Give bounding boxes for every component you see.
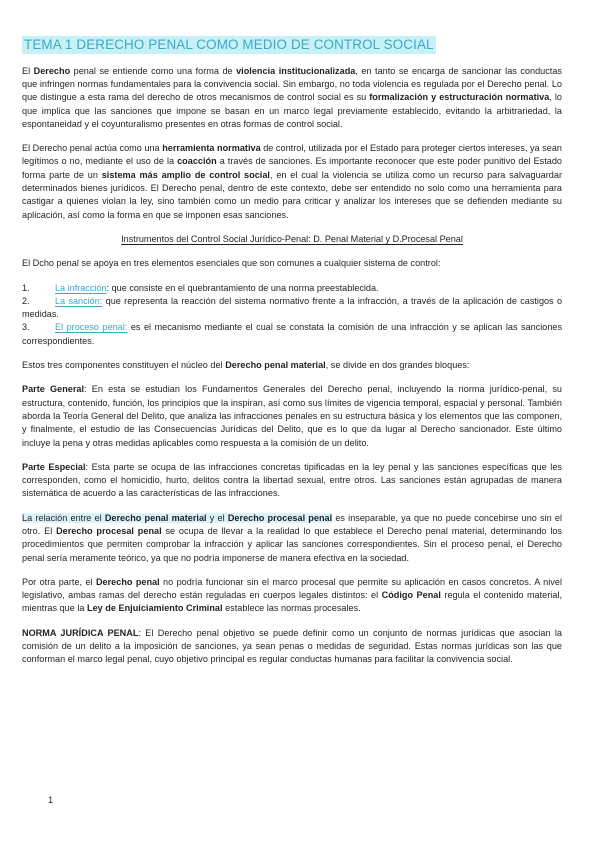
p2-bold-1: herramienta normativa [162,143,261,154]
page-title-text: TEMA 1 DERECHO PENAL COMO MEDIO DE CONTROL SOCIAL [24,37,434,52]
list-item-text: : que consiste en el quebrantamiento de una norma preestablecida. [106,282,379,293]
p8-bold-3: Ley de Enjuiciamiento Criminal [87,603,223,614]
p2-text-1: El Derecho penal actúa como una [22,143,163,154]
p1-text-1: El [22,65,34,76]
p8-bold-2: Código Penal [381,590,441,601]
paragraph-relacion [22,512,562,565]
paragraph-2 [22,142,562,222]
p7-highlight-bold-1: Derecho penal material [104,512,207,523]
list-item [22,295,562,322]
p2-bold-2: coacción [177,156,217,167]
list-item-number: 2. [22,295,30,306]
p2-text-3: a través de sanciones. Es importante reconocer que este poder punitivo del Estado forma parte de un [22,156,562,180]
p2-text-2: de control, utilizada por el Estado para proteger ciertos intereses, ya sean legítimos o no, mediante el uso de la [22,143,563,167]
page-number: 1 [48,795,54,805]
p7-text-2: se ocupa de llevar a la realidad lo que establece el Derecho penal material, determinando los procedimientos que permiten comprobar la infracción y aplicar las sanciones correspondientes. Sin el proceso penal, el Derecho penal sería meramente teórico, ya que no podría imponerse de manera efectiva en la sociedad. [22,526,563,563]
list-item-term[interactable]: El proceso penal: [55,322,128,333]
p4-text-1: Estos tres componentes constituyen el núcleo del [22,360,226,371]
p7-highlight-bold-2: Derecho procesal penal [227,512,333,523]
p6-text-1: : Esta parte se ocupa de las infracciones concretas tipificadas en la ley penal y las sanciones específicas que les corresponden, como el homicidio, hurto, delitos contra la libertad sexual, entre otros. Las sanciones están agrupadas de manera sistemática de acuerdo a las características de las infracciones. [22,461,562,499]
p4-bold-1: Derecho penal material [225,360,326,371]
p2-text-4: , en el cual la violencia se utiliza como un recurso para salvaguardar determinados bienes jurídicos. El Derecho penal, dentro de este contexto, debe ser entendido no solo como una herramienta para castigar a quienes violan la ley, sino también como un medio para criticar y analizar los intereses que se defienden mediante su aplicación, así como la forma en que se imponen esas sanciones. [22,169,562,220]
p7-bold-1: Derecho procesal penal [56,526,162,536]
p1-text-4: , lo que implica que las sanciones que impone se basan en un marco legal previamente establecido, evitando la arbitrariedad, la espontaneidad y el coyunturalismo presentes en otras formas de control social. [22,92,563,129]
p8-text-1: Por otra parte, el [22,576,96,587]
p8-text-2: no podría funcionar sin el marco procesal que permite su aplicación en casos concretos. A nivel legislativo, ambas ramas del derecho están reguladas en cuerpos legales distintos: el [22,576,562,601]
paragraph-parte-general [22,383,562,449]
p9-text-1: : El Derecho penal objetivo se puede definir como un conjunto de normas jurídicas que asocian la comisión de un delito a la imposición de sanciones, ya sean penas o medidas de seguridad. Estas normas jurídicas son las que conforman el marco legal penal, cuyo objetivo principal es regular conductas humanas para facilitar la convivencia social. [22,627,562,665]
list-item-text: que representa la reacción del sistema normativo frente a la infracción, a través de la aplicación de castigos o medidas. [22,295,562,320]
paragraph-3: El Dcho penal se apoya en tres elementos esenciales que son comunes a cualquier sistema de control: [22,258,441,269]
p2-bold-3: sistema más amplio de control social [101,169,270,180]
p8-text-4: establece las normas procesales. [222,603,361,614]
p1-bold-1: Derecho [33,65,71,76]
paragraph-parte-especial [22,461,562,501]
p8-text-3: regula el contenido material, mientras que la [22,590,563,614]
paragraph-1 [22,65,562,131]
p7-highlight-1: La relación entre el [22,512,105,523]
p5-text-1: : En esta se estudian los Fundamentos Generales del Derecho penal, incluyendo la norma jurídico-penal, su estructura, contenido, función, los principios que la inspiran, así como sus límites de vigencia temporal, espacial y personal. También aborda la Teoría General del Delito, que analiza las infracciones penales en su estructura básica y los elementos que las componen, y finalmente, el estudio de las Consecuencias Jurídicas del Delito, que es lo que da lugar al Derecho sancionador. Este último incluye la pena y otras medidas aplicables como respuesta a la comisión de un delito. [22,384,562,448]
list-item [22,321,562,348]
list-item-text: es el mecanismo mediante el cual se constata la comisión de una infracción y se aplican las sanciones correspondientes. [22,322,562,346]
p1-bold-3: formalización y estructuración normativa [369,92,550,103]
list-item [22,282,562,295]
paragraph-norma-juridica [22,627,562,667]
section-heading-instrumentos: Instrumentos del Control Social Jurídico-Penal: D. Penal Material y D.Procesal Penal [121,233,463,244]
p9-bold-1: NORMA JURÍDICA PENAL [22,627,139,638]
paragraph-8 [22,576,562,616]
p6-bold-1: Parte Especial [22,461,86,472]
p7-highlight-2: y el [206,512,228,523]
p4-text-2: , se divide en dos grandes bloques: [325,360,470,371]
p5-bold-1: Parte General [22,384,85,395]
page-title [22,36,562,54]
paragraph-4 [22,359,562,372]
p7-text-1: es inseparable, ya que no puede concebirse uno sin el otro. El [22,512,563,536]
p1-bold-2: violencia institucionalizada [236,65,356,76]
p1-text-3: , en tanto se encarga de sancionar las conductas que infringen normas fundamentales para la convivencia social. Sin embargo, no toda violencia es regulada por el Derecho penal. Lo que distingue a esta rama del derecho de otros mecanismos de control social es su [22,65,562,103]
list-item-number: 3. [22,322,30,333]
list-item-term[interactable]: La infracción [55,282,107,293]
list-item-number: 1. [22,282,30,293]
p1-text-2: penal se entiende como una forma de [70,65,237,76]
elements-list [22,282,562,348]
p8-bold-1: Derecho penal [95,576,160,587]
list-item-term[interactable]: La sanción: [55,295,103,306]
